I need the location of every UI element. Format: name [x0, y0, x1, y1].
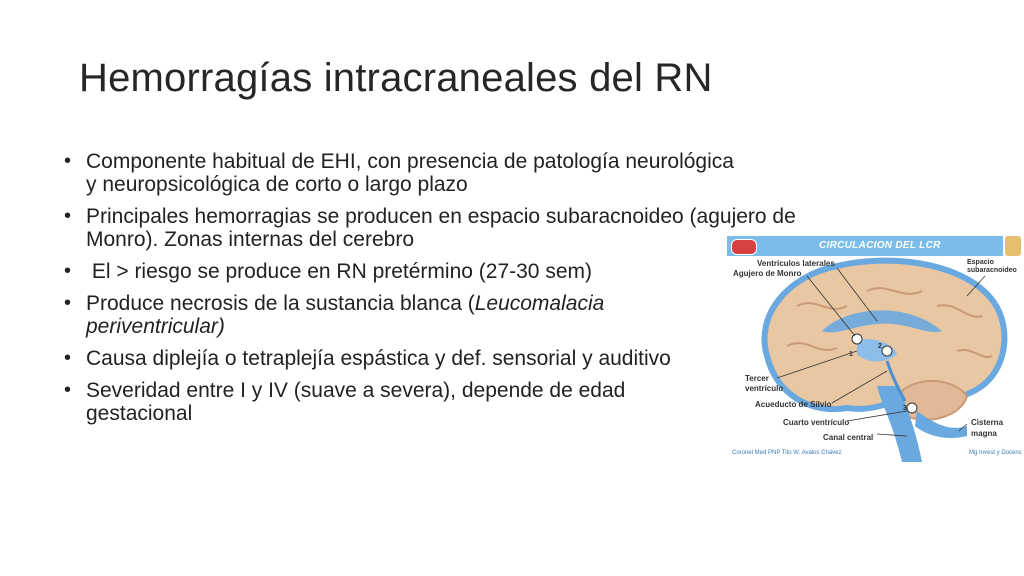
bullet-text: Produce necrosis de la sustancia blanca ( [86, 292, 475, 315]
label-cisterna-2: magna [971, 429, 997, 438]
figure-title: CIRCULACION DEL LCR [819, 240, 941, 251]
label-canal-central: Canal central [823, 433, 874, 442]
bullet-text: Severidad entre I y IV (suave a severa), depende de edad gestacional [86, 379, 626, 425]
figure-footer-right: Mg Invest y Docenc [969, 450, 1022, 456]
bullet-marker: • [64, 379, 72, 401]
label-espacio-1: Espacio [967, 259, 994, 266]
label-tercer-2: ventrículo [745, 384, 784, 393]
bullet-marker: • [64, 150, 72, 172]
bullet-text: Principales hemorragias se producen en espacio subaracnoideo (agujero de Monro). Zonas internas del cerebro [86, 205, 796, 251]
bullet-list [62, 150, 822, 434]
bullet-marker: • [64, 292, 72, 314]
list-item [62, 260, 726, 283]
label-cisterna-1: Cisterna [971, 418, 1004, 427]
bullet-marker: • [64, 205, 72, 227]
bullet-text-italic: Leucomalacia periventricular) [86, 292, 605, 338]
label-cuarto-ventriculo: Cuarto ventrículo [783, 418, 850, 427]
label-ventriculos-laterales: Ventrículos laterales [757, 259, 835, 268]
bullet-text: El > riesgo se produce en RN pretérmino (27-30 sem) [86, 260, 592, 283]
slide-title: Hemorragías intracraneales del RN [79, 56, 713, 100]
list-item [62, 379, 726, 425]
list-item [62, 347, 726, 370]
marker-2-label: 2 [878, 343, 882, 350]
csf-circulation-figure [727, 236, 1024, 462]
bullet-text: Componente habitual de EHI, con presencia de patología neurológica y neuropsicológica de corto o largo plazo [86, 150, 734, 196]
label-agujero-monro: Agujero de Monro [733, 269, 802, 278]
bullet-marker: • [64, 347, 72, 369]
label-espacio-2: subaracnoideo [967, 267, 1017, 274]
list-item [62, 205, 822, 251]
label-acueducto: Acueducto de Silvio [755, 400, 832, 409]
bullet-marker: • [64, 260, 72, 282]
bullet-text: Causa diplejía o tetraplejía espástica y def. sensorial y auditivo [86, 347, 671, 370]
label-tercer-1: Tercer [745, 374, 769, 383]
list-item [62, 292, 726, 338]
marker-1-label: 1 [849, 351, 853, 358]
list-item [62, 150, 746, 196]
figure-footer-left: Coronel Med PNP Tito W. Avalos Chávez [732, 450, 842, 456]
marker-3-label: 3 [903, 405, 907, 412]
